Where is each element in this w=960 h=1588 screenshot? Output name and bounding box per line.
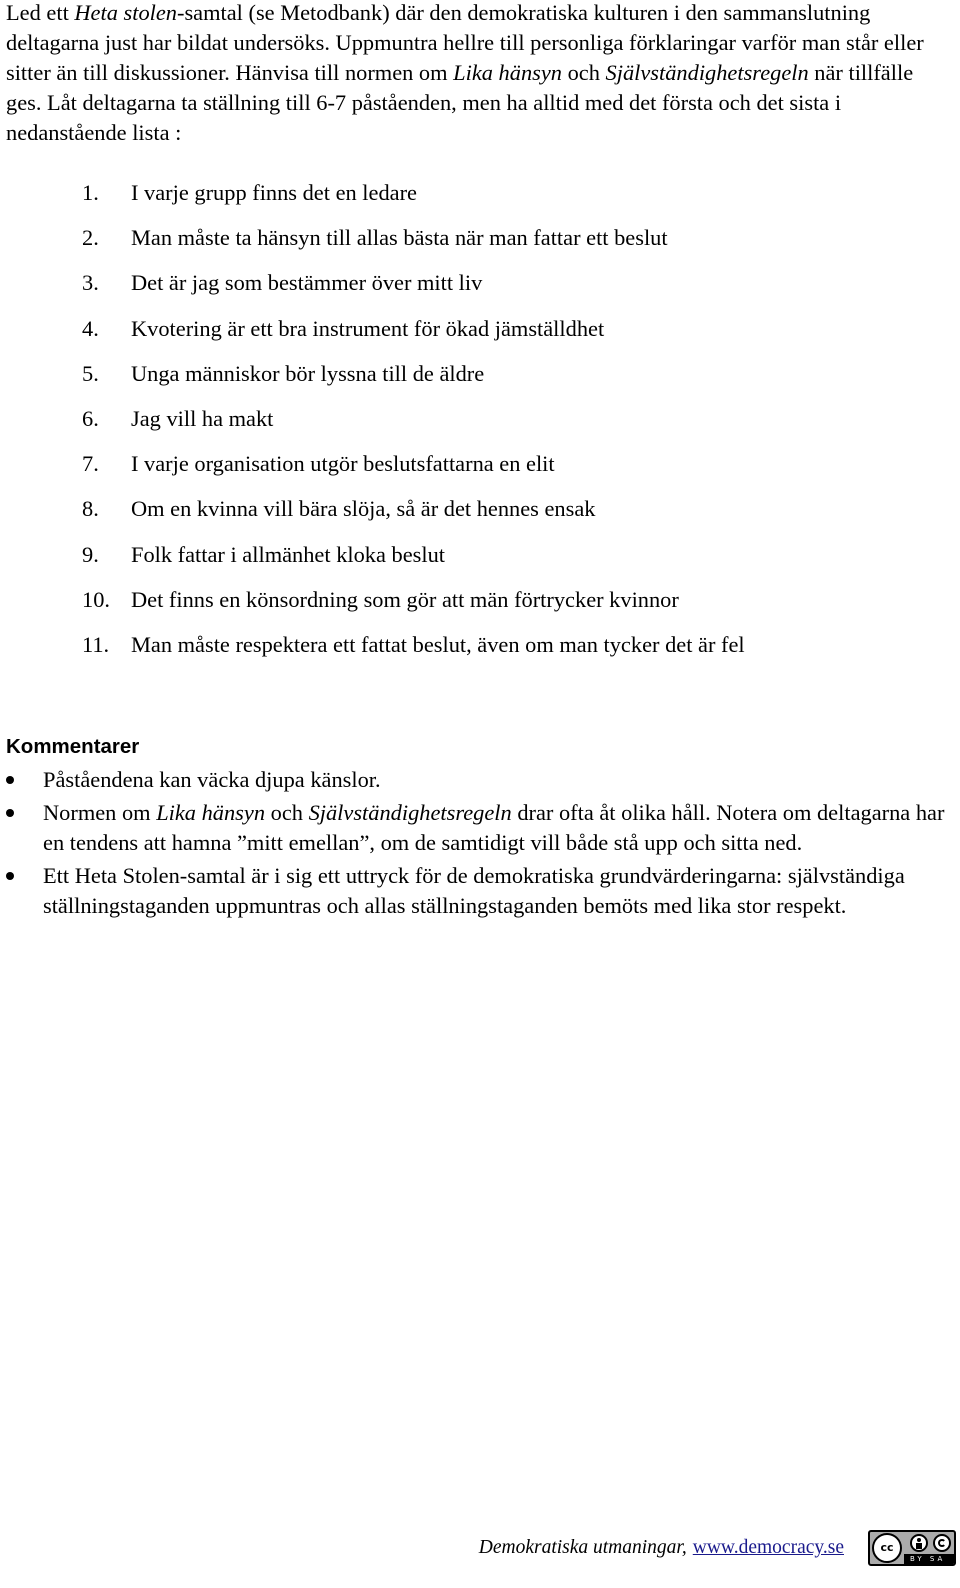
item-text: Om en kvinna vill bära slöja, så är det hennes ensak	[131, 496, 596, 522]
by-icon	[910, 1534, 928, 1552]
comment-text-part: och	[265, 800, 309, 825]
item-text: Det är jag som bestämmer över mitt liv	[131, 270, 483, 296]
list-item	[0, 314, 960, 359]
intro-text-2: -samtal (se Metodbank) där den demokratiska kulturen i den sammanslutning deltagarna just har bildat undersöks. Uppmuntra hellre till personliga förklaringar varför man står eller sitter än till diskussioner. Hänvisa till normen om	[6, 0, 924, 85]
list-item	[0, 540, 960, 585]
item-text: I varje grupp finns det en ledare	[131, 180, 417, 205]
list-item	[0, 223, 960, 268]
item-number: 3.	[82, 270, 99, 296]
bullet-icon	[6, 809, 14, 817]
list-item	[0, 585, 960, 630]
comment-item	[0, 861, 960, 921]
item-number: 2.	[82, 225, 99, 251]
list-item	[0, 494, 960, 539]
bullet-icon	[6, 776, 14, 784]
item-text: Jag vill ha makt	[131, 405, 274, 431]
comment-text: Påståendena kan väcka djupa känslor.	[43, 767, 381, 792]
lika-hansyn-term: Lika hänsyn	[453, 60, 562, 85]
comment-item	[0, 798, 960, 858]
item-number: 7.	[82, 451, 99, 477]
license-strip-text: BY SA	[910, 1555, 946, 1563]
item-number: 10.	[82, 586, 110, 612]
item-text: Det finns en könsordning som gör att män förtrycker kvinnor	[131, 586, 679, 612]
lika-hansyn-term: Lika hänsyn	[156, 800, 266, 825]
item-number: 8.	[82, 496, 99, 522]
list-item	[0, 630, 960, 675]
heta-stolen-term: Heta stolen	[74, 0, 177, 25]
list-item	[0, 404, 960, 449]
list-item	[0, 268, 960, 313]
sjalvstandighetsregeln-term: Självständighetsregeln	[605, 60, 809, 85]
comment-text-part: Normen om	[43, 800, 157, 825]
statement-list	[0, 178, 960, 675]
item-number: 4.	[82, 315, 99, 341]
cc-icon: cc	[872, 1533, 902, 1563]
intro-paragraph	[6, 0, 954, 148]
comments-heading: Kommentarer	[6, 735, 140, 758]
footer	[479, 1530, 956, 1566]
bullet-icon	[6, 872, 14, 880]
sjalvstandighetsregeln-term: Självständighetsregeln	[308, 800, 512, 825]
item-text: Man måste respektera ett fattat beslut, även om man tycker det är fel	[131, 631, 745, 657]
item-text: Unga människor bör lyssna till de äldre	[131, 360, 485, 386]
item-number: 9.	[82, 541, 99, 567]
list-item	[0, 449, 960, 494]
item-text: Folk fattar i allmänhet kloka beslut	[131, 541, 446, 567]
list-item	[0, 359, 960, 404]
item-text: Man måste ta hänsyn till allas bästa när man fattar ett beslut	[131, 225, 668, 251]
comment-text-part: drar ofta åt olika håll. Notera om deltagarna har en tendens att hamna ”mitt emellan”, om de samtidigt vill både stå upp och sitta ned.	[43, 800, 945, 855]
sa-icon	[933, 1534, 951, 1552]
comment-item	[0, 765, 960, 795]
list-item	[0, 178, 960, 223]
item-number: 1.	[82, 180, 99, 205]
item-text: Kvotering är ett bra instrument för ökad jämställdhet	[131, 315, 605, 341]
intro-text-3: och	[562, 60, 606, 85]
comments-list	[0, 765, 960, 924]
comment-text: Ett Heta Stolen-samtal är i sig ett uttryck för de demokratiska grundvärderingarna: självständiga ställningstaganden uppmuntras och allas ställningstaganden bemöts med lika stor respekt.	[43, 863, 905, 918]
item-number: 5.	[82, 360, 99, 386]
item-text: I varje organisation utgör beslutsfattarna en elit	[131, 451, 555, 477]
cc-by-sa-license-badge[interactable]	[868, 1530, 956, 1566]
item-number: 11.	[82, 631, 110, 657]
intro-text-1: Led ett	[6, 0, 75, 25]
item-number: 6.	[82, 405, 99, 431]
intro-text-4: när tillfälle ges. Låt deltagarna ta ställning till 6-7 påståenden, men ha alltid med det första och det sista i nedanstående lista :	[6, 60, 914, 145]
footer-title: Demokratiska utmaningar,	[478, 1537, 687, 1558]
democracy-link[interactable]: www.democracy.se	[692, 1537, 844, 1558]
